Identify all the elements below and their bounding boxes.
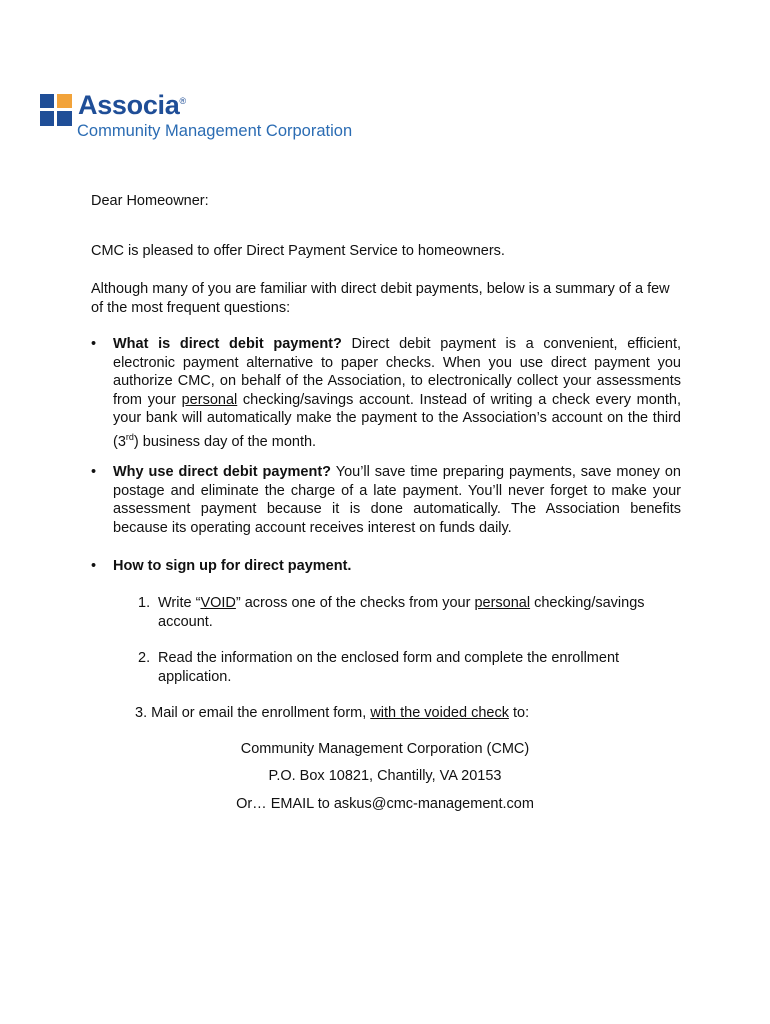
address-line-email: Or… EMAIL to askus@cmc-management.com — [236, 796, 534, 812]
emphasis-void: VOID — [200, 595, 236, 611]
bullet-icon: • — [91, 558, 97, 574]
bullet-answer-text: You’ll save time preparing payments, save money on postage and eliminate the charge of a late payment. You’ll never forget to make your assessment payment because it is done automatically. The Association benefits because its operating account receives interest on funds daily. — [113, 464, 681, 536]
address-line-company: Community Management Corporation (CMC) — [240, 741, 530, 757]
bullet-answer-text: checking/savings account. Instead of writing a check every month, your bank will automatically make the payment to the Association’s account on the third (3 — [113, 391, 682, 450]
salutation: Dear Homeowner: — [91, 193, 209, 209]
bullet-question: What is direct debit payment? — [113, 336, 342, 352]
bullet-answer-text: ) business day of the month. — [133, 433, 317, 450]
bullet-content — [113, 463, 681, 537]
step-number: 1. — [138, 595, 151, 611]
intro-paragraph: CMC is pleased to offer Direct Payment Service to homeowners. — [91, 243, 505, 259]
bullet-item-why-use — [91, 463, 681, 537]
step-item — [138, 649, 678, 686]
step-text: Mail or email the enrollment form, with the voided check to: — [151, 705, 530, 721]
bullet-content — [113, 557, 681, 576]
summary-paragraph: Although many of you are familiar with direct debit payments, below is a summary of a few of the most frequent questions: — [91, 281, 670, 316]
step-item — [135, 704, 675, 723]
bullet-content — [113, 335, 681, 451]
step-text: Read the information on the enclosed form and complete the enrollment application. — [158, 650, 620, 685]
logo-subtitle: Community Management Corporation — [77, 122, 353, 140]
step-number: 3. — [135, 705, 148, 721]
step-item — [138, 594, 678, 631]
associa-logo — [40, 92, 370, 142]
step-number: 2. — [138, 650, 151, 666]
logo-brand-name: Associa® — [78, 90, 186, 120]
bullet-answer-text: Direct debit payment is a convenient, efficient, electronic payment alternative to paper checks. When you use direct payment you authorize CMC, on behalf of the Association, to electronically collect your assessments from your — [113, 336, 682, 408]
ordinal-suffix: rd — [125, 431, 134, 442]
bullet-question: How to sign up for direct payment. — [113, 558, 352, 574]
emphasis-personal: personal — [474, 595, 531, 611]
associa-logo-mark-icon — [40, 94, 72, 126]
bullet-question: Why use direct debit payment? — [113, 464, 332, 480]
logo-trademark: ® — [179, 96, 186, 106]
address-line-po-box: P.O. Box 10821, Chantilly, VA 20153 — [268, 768, 502, 784]
bullet-item-what-is — [91, 335, 681, 451]
step-text: Write “VOID” across one of the checks from your personal checking/savings account. — [158, 595, 645, 630]
bullet-icon: • — [91, 464, 97, 480]
emphasis-personal: personal — [181, 391, 238, 408]
bullet-icon: • — [91, 336, 97, 352]
bullet-item-how-to-sign-up — [91, 557, 681, 576]
emphasis-voided-check: with the voided check — [370, 705, 509, 721]
